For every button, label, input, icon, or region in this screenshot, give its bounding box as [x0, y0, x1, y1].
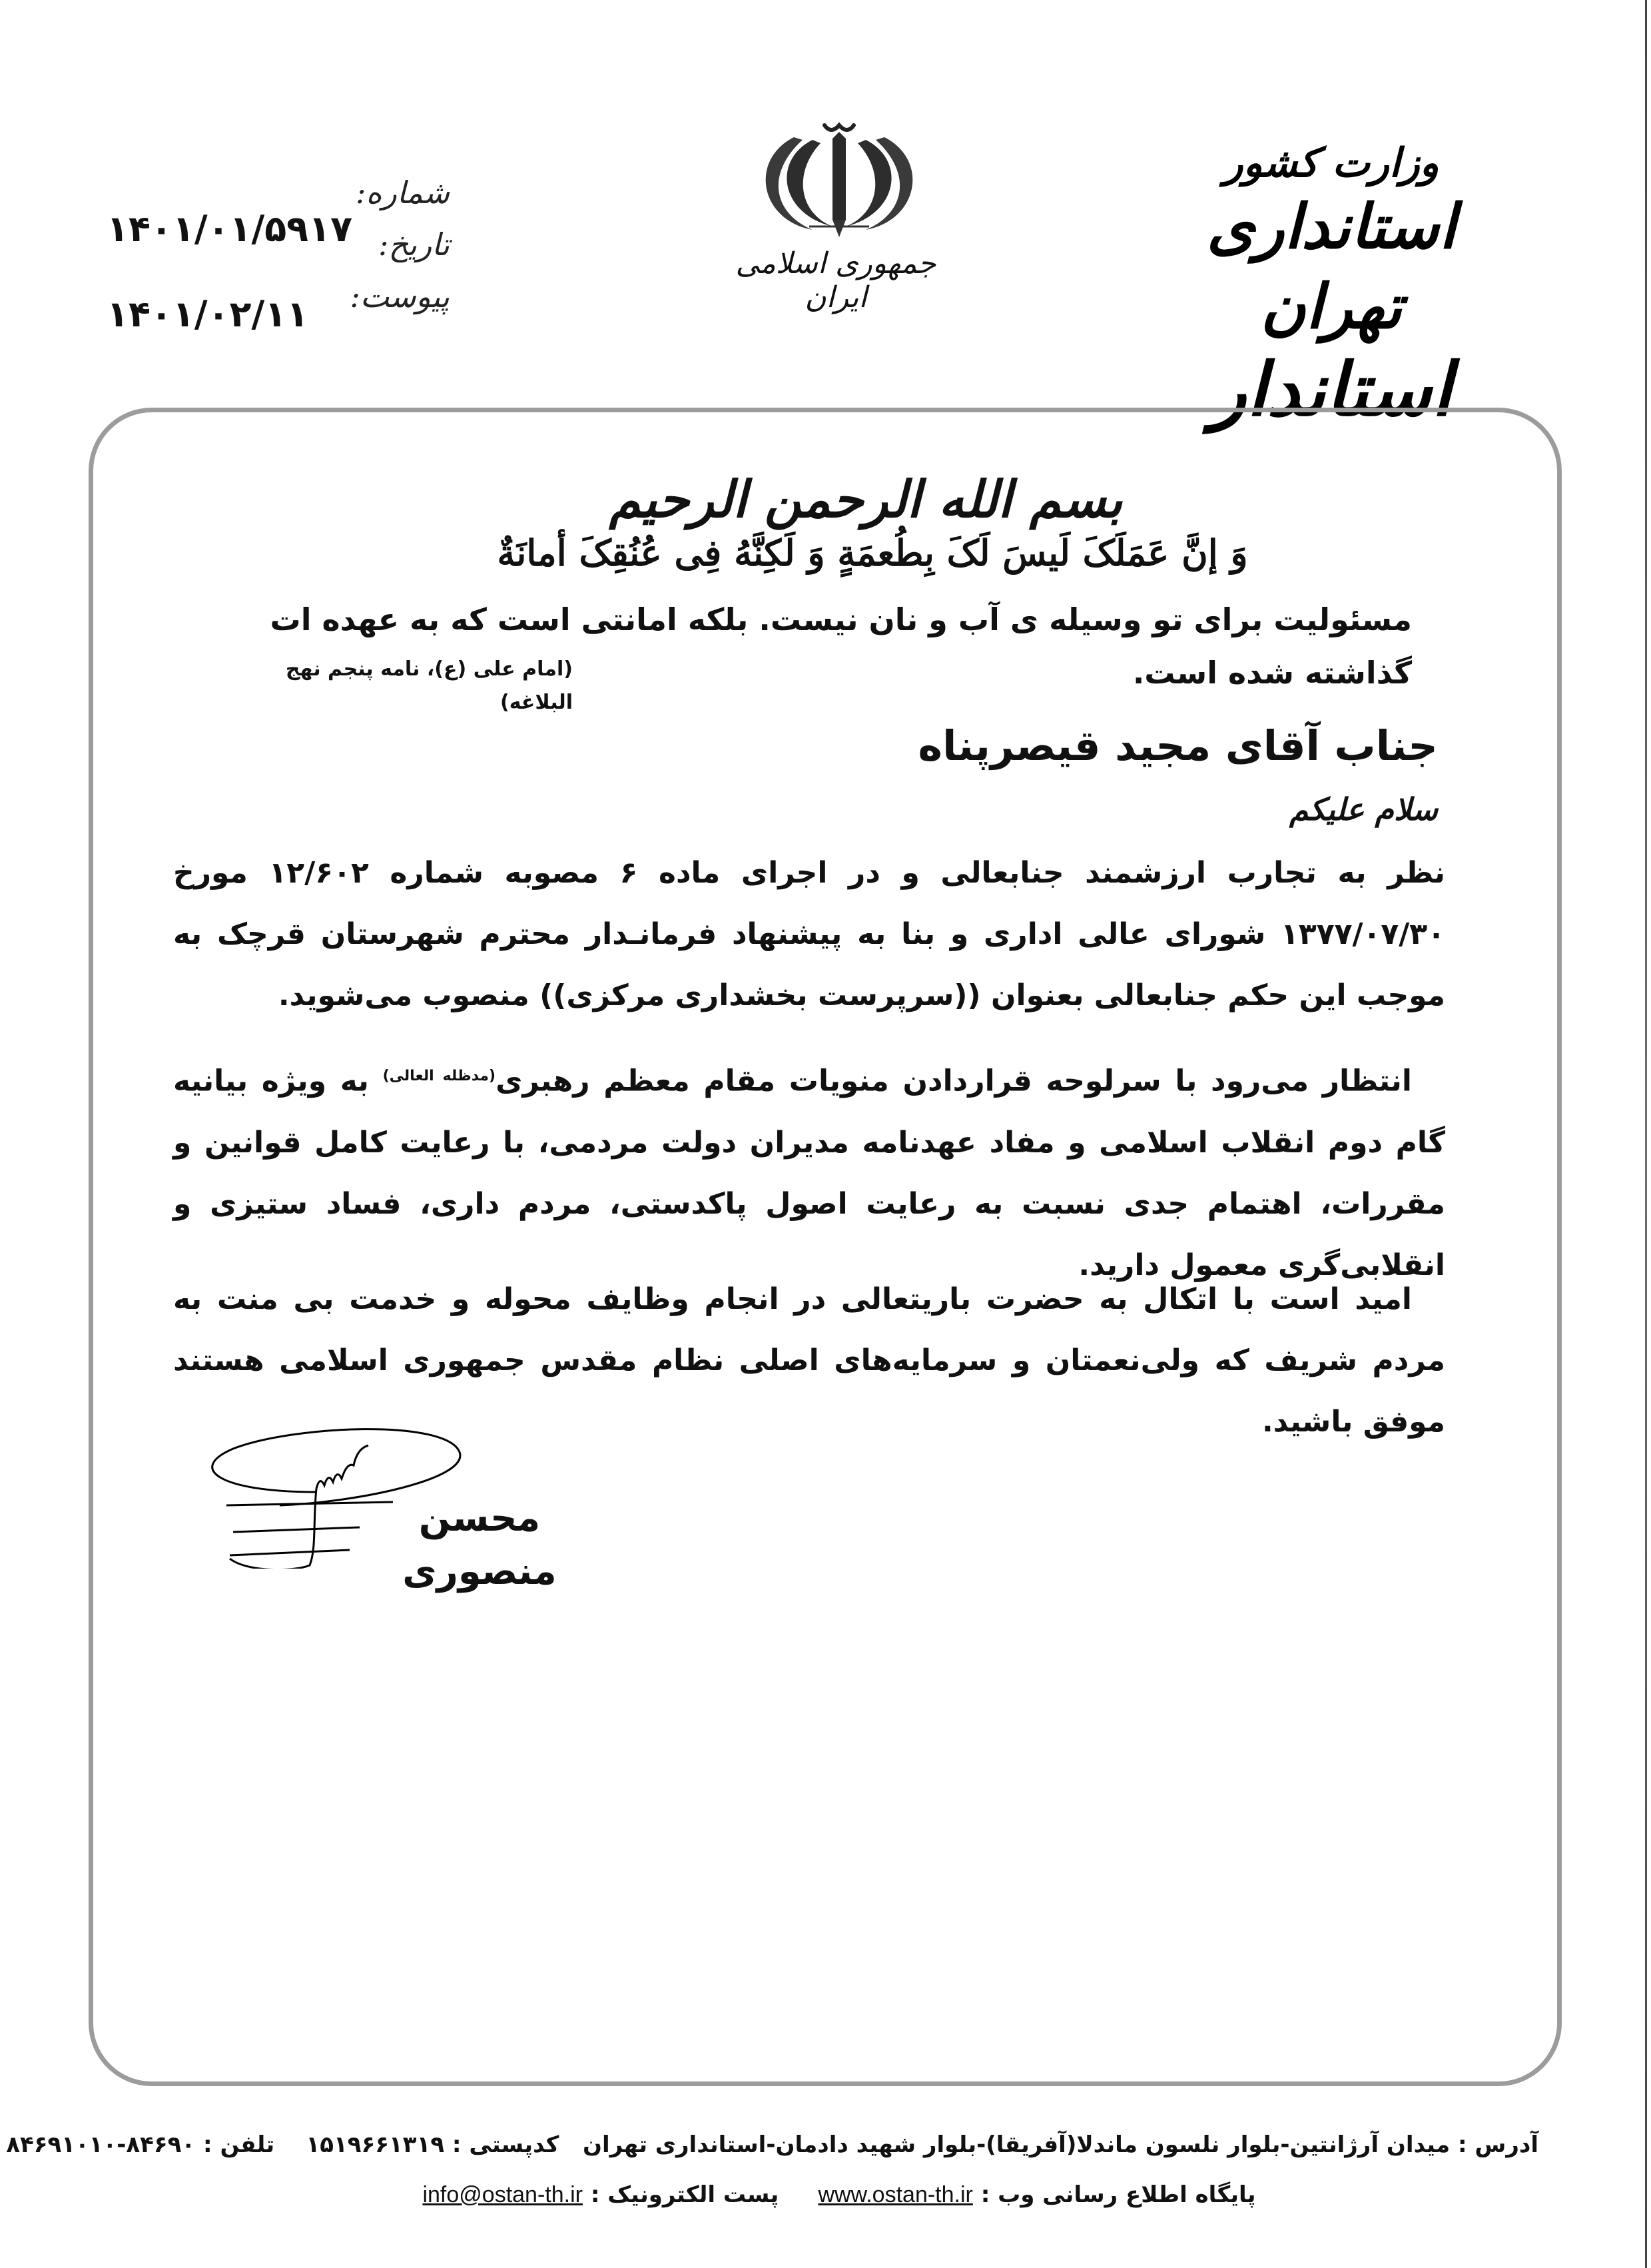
email-label: پست الکترونیک :: [590, 2181, 779, 2208]
scan-edge-line: [1645, 0, 1647, 2268]
p1-text: نظر به تجارب ارزشمند جنابعالی و در اجرای ماده ۶ مصوبه شماره ۱۲/۶۰۲ مورخ ۱۳۷۷/۰۷/۳۰ شورای عالی اداری و بنا به پیشنهاد فرمانـدار محترم شهرستان قرچک به موجب این حکم جنابعالی بعنوان: [173, 856, 1445, 1012]
principles-emphasis: پاکدستی، مردم داری، فساد ستیزی و انقلابی‌گری: [173, 1186, 1445, 1282]
greeting: سلام علیکم: [1289, 791, 1438, 827]
email-link[interactable]: info@ostan-th.ir: [422, 2182, 583, 2207]
arabic-quote: وَ إنَّ عَمَلَکَ لَیسَ لَکَ بِطُعمَةٍ وَ لَکِنَّهُ فِی عُنُقِکَ أمانَةٌ: [497, 532, 1248, 574]
bismillah: بسم الله الرحمن الرحیم: [609, 470, 1123, 529]
recipient: جناب آقای مجید قیصرپناه: [918, 721, 1438, 770]
p2-middle: به ویژه بیانیه گام دوم انقلاب اسلامی و مفاد عهدنامه مدیران دولت مردمی، با رعایت کامل قوانین و مقررات، اهتمام جدی نسبت به رعایت اصول: [173, 1064, 1445, 1221]
letter-number: ۱۴۰۱/۰۱/۵۹۱۷: [107, 208, 353, 250]
meta-values: [107, 187, 353, 357]
footer-address: [6, 2125, 1538, 2165]
honorific-superscript: (مدظله العالی): [382, 1068, 496, 1084]
emblem-caption: جمهوری اسلامی ایران: [735, 246, 936, 314]
phone-number: ۸۴۶۹۰-۸۴۶۹۱۰۱۰: [6, 2131, 196, 2158]
phone-label: تلفن :: [203, 2131, 275, 2158]
ministry-name: وزارت کشور: [1223, 140, 1439, 187]
letter-date: ۱۴۰۱/۰۲/۱۱: [107, 293, 309, 335]
date-label: تاریخ:: [378, 226, 450, 262]
iran-emblem-icon: [746, 113, 932, 240]
number-label: شماره:: [356, 175, 450, 210]
governorate-name: استانداری تهران: [1206, 190, 1457, 342]
meta-labels: [350, 167, 450, 322]
organization-title: [1191, 140, 1471, 433]
body-paragraph-3: امید است با اتکال به حضرت باریتعالی در انجام وظایف محوله و خدمت بی منت به مردم شریف که ولی‌نعمتان و سرمایه‌های اصلی نظام مقدس جمهوری اسلامی هستند موفق باشید.: [173, 1282, 1445, 1439]
postal-label: کدپستی :: [452, 2131, 559, 2158]
body-paragraph-2: [173, 1046, 1445, 1296]
website-link[interactable]: www.ostan-th.ir: [818, 2182, 973, 2207]
quote-source: (امام علی (ع)، نامه پنجم نهج البلاغه): [285, 657, 573, 714]
web-label: پایگاه اطلاع رسانی وب :: [980, 2181, 1256, 2208]
office-name: استاندار: [1211, 346, 1452, 432]
body-paragraph-1: [173, 843, 1445, 1026]
attachment-label: پیوست:: [350, 278, 450, 314]
address-text: میدان آرژانتین-بلوار نلسون ماندلا(آفریقا)-بلوار شهید دادمان-استانداری تهران: [582, 2131, 1451, 2158]
persian-quote: مسئولیت برای تو وسیله ی آب و نان نیست. بلکه امانتی است که به عهده ات گذاشته شده است.: [270, 601, 1412, 691]
signer-name: محسن منصوری: [402, 1497, 557, 1593]
postal-code: ۱۵۱۹۶۶۱۳۱۹: [306, 2131, 445, 2158]
address-label: آدرس :: [1457, 2131, 1538, 2158]
p2-end: معمول دارید.: [1078, 1248, 1278, 1282]
appointment-title: ((سرپرست بخشداری مرکزی)): [539, 978, 981, 1012]
footer-contact: [373, 2175, 1305, 2215]
p1-end: منصوب می‌شوید.: [278, 978, 540, 1012]
p2-text: انتظار می‌رود با سرلوحه قراردادن منویات مقام معظم رهبری: [495, 1064, 1413, 1098]
